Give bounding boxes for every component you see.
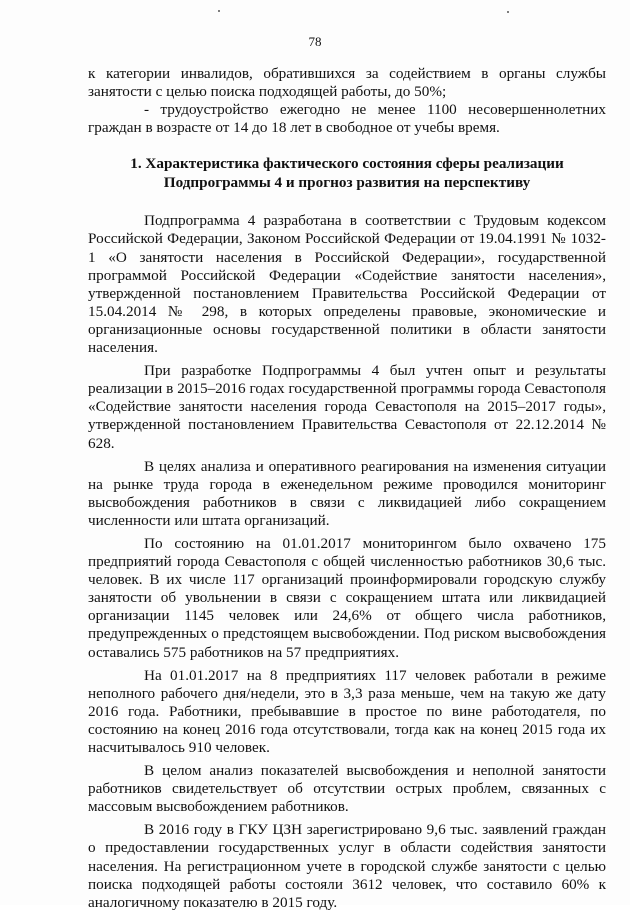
intro-paragraph-1: к категории инвалидов, обратившихся за содействием в органы службы занятости с целью поиска подходящей работы, до 50%;	[88, 65, 606, 101]
body-paragraph: В 2016 году в ГКУ ЦЗН зарегистрировано 9,6 тыс. заявлений граждан о предоставлении государственных услуг в области содействия занятости населения. На регистрационном учете в городской службе занятости с целью поиска подходящей работы состояли 3612 человек, что составило 60% к аналогичному показателю в 2015 году.	[88, 821, 606, 911]
body-paragraph: Подпрограмма 4 разработана в соответствии с Трудовым кодексом Российской Федерации, Законом Российской Федерации от 19.04.1991 № 1032-1 «О занятости населения в Российской Федерации», государственной программой Российской Федерации «Содействие занятости населения», утвержденной постановлением Правительства Российской Федерации от 15.04.2014 № 298, в которых определены правовые, экономические и организационные основы государственной политики в области занятости населения.	[88, 212, 606, 357]
scan-speck	[218, 10, 220, 12]
body-paragraph: При разработке Подпрограммы 4 был учтен опыт и результаты реализации в 2015–2016 годах государственной программы города Севастополя «Содействие занятости населения города Севастополя на 2015–2017 годы», утвержденной постановлением Правительства Севастополя от 22.12.2014 № 628.	[88, 362, 606, 452]
body-paragraph: На 01.01.2017 на 8 предприятиях 117 человек работали в режиме неполного рабочего дня/недели, это в 3,3 раза меньше, чем на такую же дату 2016 года. Работники, пребывавшие в простое по вине работодателя, по состоянию на конец 2016 года отсутствовали, тогда как на конец 2015 года их насчитывалось 910 человек.	[88, 666, 606, 756]
section-heading	[88, 155, 606, 192]
body-paragraph: В целях анализа и оперативного реагирования на изменения ситуации на рынке труда города в еженедельном режиме проводился мониторинг высвобождения работников в связи с ликвидацией либо сокращением численности или штата организаций.	[88, 457, 606, 529]
body-paragraph: По состоянию на 01.01.2017 мониторингом было охвачено 175 предприятий города Севастополя с общей численностью работников 30,6 тыс. человек. В их числе 117 организаций проинформировали городскую службу занятости об увольнении в связи с сокращением штата или ликвидацией организации 1145 человек или 24,6% от общего числа работников, предупрежденных о предстоящем высвобождении. Под риском высвобождения оставались 575 работников на 57 предприятиях.	[88, 534, 606, 661]
section-heading-line-2: Подпрограммы 4 и прогноз развития на перспективу	[163, 173, 531, 191]
page-number: 78	[308, 34, 322, 49]
body-paragraph: В целом анализ показателей высвобождения и неполной занятости работников свидетельствует об отсутствии острых проблем, связанных с массовым высвобождением работников.	[88, 762, 606, 816]
document-body	[88, 65, 606, 912]
intro-paragraph-2: - трудоустройство ежегодно не менее 1100 несовершеннолетних граждан в возрасте от 14 до 18 лет в свободное от учебы время.	[88, 101, 606, 137]
section-heading-line-1: 1. Характеристика фактического состояния сферы реализации	[130, 155, 564, 173]
scan-speck	[507, 11, 509, 13]
